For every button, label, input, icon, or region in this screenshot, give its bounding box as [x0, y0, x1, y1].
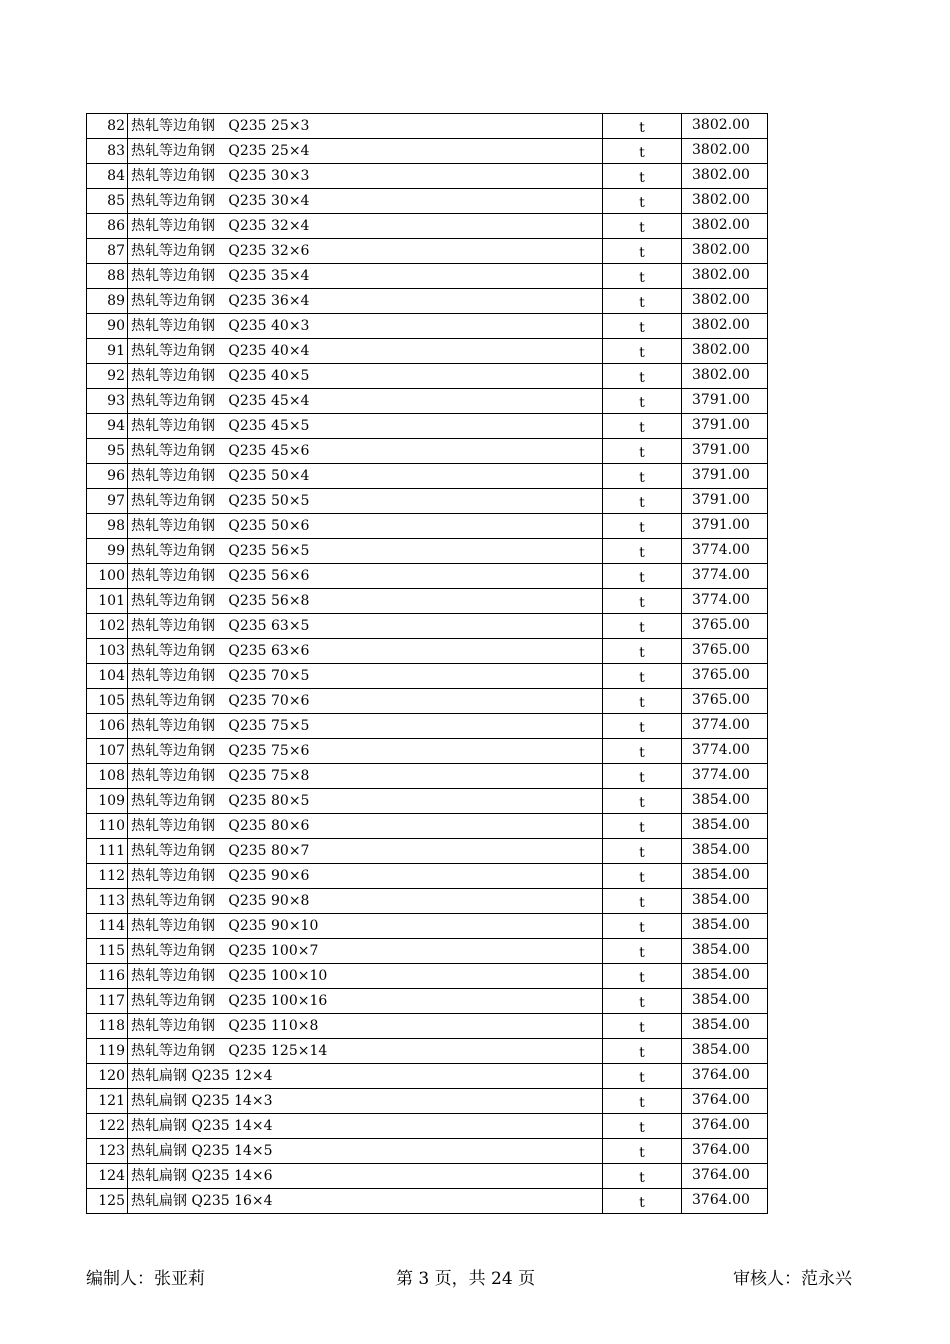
item-price: 3802.00	[682, 164, 768, 189]
item-unit: t	[603, 139, 682, 164]
item-unit: t	[603, 264, 682, 289]
table-row	[87, 889, 768, 914]
item-name: 热轧等边角钢 Q235 80×5	[128, 789, 603, 814]
item-unit: t	[603, 764, 682, 789]
row-number: 108	[87, 764, 128, 789]
item-unit: t	[603, 1064, 682, 1089]
table-row	[87, 389, 768, 414]
item-unit: t	[603, 664, 682, 689]
item-unit: t	[603, 414, 682, 439]
item-name: 热轧等边角钢 Q235 80×7	[128, 839, 603, 864]
row-number: 93	[87, 389, 128, 414]
item-price: 3802.00	[682, 339, 768, 364]
row-number: 86	[87, 214, 128, 239]
row-number: 89	[87, 289, 128, 314]
row-number: 117	[87, 989, 128, 1014]
item-name: 热轧等边角钢 Q235 45×6	[128, 439, 603, 464]
item-unit: t	[603, 1089, 682, 1114]
item-name: 热轧等边角钢 Q235 70×5	[128, 664, 603, 689]
item-price: 3802.00	[682, 314, 768, 339]
table-row	[87, 914, 768, 939]
item-unit: t	[603, 289, 682, 314]
row-number: 94	[87, 414, 128, 439]
table-row	[87, 1039, 768, 1064]
row-number: 104	[87, 664, 128, 689]
table-row	[87, 1164, 768, 1189]
item-unit: t	[603, 164, 682, 189]
item-unit: t	[603, 564, 682, 589]
item-name: 热轧等边角钢 Q235 56×6	[128, 564, 603, 589]
item-unit: t	[603, 964, 682, 989]
item-unit: t	[603, 839, 682, 864]
item-price: 3791.00	[682, 514, 768, 539]
row-number: 121	[87, 1089, 128, 1114]
row-number: 83	[87, 139, 128, 164]
row-number: 103	[87, 639, 128, 664]
item-price: 3854.00	[682, 839, 768, 864]
item-unit: t	[603, 539, 682, 564]
item-name: 热轧等边角钢 Q235 70×6	[128, 689, 603, 714]
item-name: 热轧扁钢 Q235 14×5	[128, 1139, 603, 1164]
item-price: 3854.00	[682, 989, 768, 1014]
table-row	[87, 564, 768, 589]
row-number: 120	[87, 1064, 128, 1089]
item-unit: t	[603, 439, 682, 464]
row-number: 84	[87, 164, 128, 189]
item-unit: t	[603, 889, 682, 914]
item-unit: t	[603, 314, 682, 339]
item-unit: t	[603, 514, 682, 539]
row-number: 105	[87, 689, 128, 714]
row-number: 88	[87, 264, 128, 289]
item-price: 3802.00	[682, 139, 768, 164]
item-name: 热轧等边角钢 Q235 40×3	[128, 314, 603, 339]
item-name: 热轧等边角钢 Q235 75×5	[128, 714, 603, 739]
item-unit: t	[603, 114, 682, 139]
item-unit: t	[603, 1014, 682, 1039]
table-row	[87, 239, 768, 264]
item-name: 热轧等边角钢 Q235 45×5	[128, 414, 603, 439]
item-unit: t	[603, 939, 682, 964]
item-name: 热轧等边角钢 Q235 30×4	[128, 189, 603, 214]
item-price: 3854.00	[682, 939, 768, 964]
item-unit: t	[603, 489, 682, 514]
row-number: 123	[87, 1139, 128, 1164]
item-unit: t	[603, 864, 682, 889]
item-price: 3764.00	[682, 1114, 768, 1139]
row-number: 85	[87, 189, 128, 214]
table-row	[87, 289, 768, 314]
row-number: 122	[87, 1114, 128, 1139]
item-name: 热轧等边角钢 Q235 36×4	[128, 289, 603, 314]
row-number: 101	[87, 589, 128, 614]
item-price: 3774.00	[682, 564, 768, 589]
table-row	[87, 589, 768, 614]
table-row	[87, 139, 768, 164]
item-price: 3854.00	[682, 964, 768, 989]
item-name: 热轧等边角钢 Q235 80×6	[128, 814, 603, 839]
item-name: 热轧等边角钢 Q235 90×8	[128, 889, 603, 914]
item-name: 热轧等边角钢 Q235 40×4	[128, 339, 603, 364]
table-row	[87, 439, 768, 464]
table-row	[87, 514, 768, 539]
item-price: 3774.00	[682, 739, 768, 764]
item-unit: t	[603, 1114, 682, 1139]
row-number: 87	[87, 239, 128, 264]
item-price: 3854.00	[682, 914, 768, 939]
row-number: 112	[87, 864, 128, 889]
item-name: 热轧等边角钢 Q235 63×6	[128, 639, 603, 664]
table-row	[87, 814, 768, 839]
table-row	[87, 339, 768, 364]
item-unit: t	[603, 739, 682, 764]
item-name: 热轧等边角钢 Q235 100×10	[128, 964, 603, 989]
item-price: 3774.00	[682, 539, 768, 564]
table-row	[87, 714, 768, 739]
item-unit: t	[603, 714, 682, 739]
item-unit: t	[603, 1039, 682, 1064]
row-number: 102	[87, 614, 128, 639]
item-name: 热轧等边角钢 Q235 45×4	[128, 389, 603, 414]
item-unit: t	[603, 464, 682, 489]
item-name: 热轧等边角钢 Q235 30×3	[128, 164, 603, 189]
item-unit: t	[603, 339, 682, 364]
item-name: 热轧等边角钢 Q235 75×8	[128, 764, 603, 789]
item-price: 3791.00	[682, 414, 768, 439]
item-unit: t	[603, 239, 682, 264]
table-row	[87, 214, 768, 239]
row-number: 116	[87, 964, 128, 989]
row-number: 113	[87, 889, 128, 914]
table-row	[87, 1014, 768, 1039]
item-unit: t	[603, 189, 682, 214]
table-row	[87, 164, 768, 189]
item-price: 3802.00	[682, 189, 768, 214]
item-price: 3791.00	[682, 439, 768, 464]
item-unit: t	[603, 689, 682, 714]
item-name: 热轧扁钢 Q235 14×3	[128, 1089, 603, 1114]
item-unit: t	[603, 989, 682, 1014]
item-price: 3774.00	[682, 764, 768, 789]
item-price: 3774.00	[682, 589, 768, 614]
item-name: 热轧等边角钢 Q235 75×6	[128, 739, 603, 764]
item-price: 3765.00	[682, 664, 768, 689]
item-price: 3854.00	[682, 889, 768, 914]
item-unit: t	[603, 364, 682, 389]
price-table	[86, 113, 768, 1214]
item-name: 热轧等边角钢 Q235 25×3	[128, 114, 603, 139]
table-row	[87, 414, 768, 439]
item-name: 热轧等边角钢 Q235 100×16	[128, 989, 603, 1014]
table-row	[87, 689, 768, 714]
item-name: 热轧等边角钢 Q235 32×6	[128, 239, 603, 264]
item-unit: t	[603, 214, 682, 239]
item-name: 热轧等边角钢 Q235 50×6	[128, 514, 603, 539]
row-number: 99	[87, 539, 128, 564]
table-row	[87, 189, 768, 214]
item-price: 3764.00	[682, 1164, 768, 1189]
row-number: 100	[87, 564, 128, 589]
row-number: 91	[87, 339, 128, 364]
row-number: 107	[87, 739, 128, 764]
table-row	[87, 939, 768, 964]
item-name: 热轧等边角钢 Q235 90×6	[128, 864, 603, 889]
item-unit: t	[603, 1139, 682, 1164]
item-name: 热轧等边角钢 Q235 35×4	[128, 264, 603, 289]
row-number: 92	[87, 364, 128, 389]
table-row	[87, 789, 768, 814]
table-row	[87, 964, 768, 989]
row-number: 95	[87, 439, 128, 464]
item-price: 3854.00	[682, 864, 768, 889]
item-price: 3774.00	[682, 714, 768, 739]
table-row	[87, 639, 768, 664]
item-price: 3791.00	[682, 464, 768, 489]
row-number: 124	[87, 1164, 128, 1189]
item-unit: t	[603, 614, 682, 639]
item-name: 热轧等边角钢 Q235 56×8	[128, 589, 603, 614]
footer-reviewer: 审核人：范永兴	[733, 1269, 852, 1289]
table-row	[87, 539, 768, 564]
item-unit: t	[603, 1164, 682, 1189]
table-row	[87, 464, 768, 489]
row-number: 110	[87, 814, 128, 839]
item-unit: t	[603, 589, 682, 614]
item-price: 3765.00	[682, 639, 768, 664]
table-row	[87, 1114, 768, 1139]
item-price: 3765.00	[682, 614, 768, 639]
table-row	[87, 489, 768, 514]
table-row	[87, 1189, 768, 1214]
item-price: 3854.00	[682, 789, 768, 814]
item-name: 热轧等边角钢 Q235 125×14	[128, 1039, 603, 1064]
item-price: 3802.00	[682, 364, 768, 389]
item-name: 热轧等边角钢 Q235 63×5	[128, 614, 603, 639]
row-number: 106	[87, 714, 128, 739]
item-unit: t	[603, 389, 682, 414]
item-name: 热轧扁钢 Q235 14×4	[128, 1114, 603, 1139]
row-number: 96	[87, 464, 128, 489]
item-price: 3764.00	[682, 1189, 768, 1214]
item-unit: t	[603, 914, 682, 939]
item-name: 热轧等边角钢 Q235 90×10	[128, 914, 603, 939]
table-row	[87, 739, 768, 764]
row-number: 118	[87, 1014, 128, 1039]
item-unit: t	[603, 1189, 682, 1214]
table-row	[87, 1139, 768, 1164]
item-price: 3854.00	[682, 1014, 768, 1039]
item-price: 3854.00	[682, 1039, 768, 1064]
row-number: 125	[87, 1189, 128, 1214]
price-table-body	[87, 114, 768, 1214]
item-price: 3791.00	[682, 389, 768, 414]
item-name: 热轧等边角钢 Q235 56×5	[128, 539, 603, 564]
table-row	[87, 614, 768, 639]
item-price: 3802.00	[682, 289, 768, 314]
item-unit: t	[603, 639, 682, 664]
table-row	[87, 364, 768, 389]
table-row	[87, 989, 768, 1014]
item-name: 热轧等边角钢 Q235 25×4	[128, 139, 603, 164]
table-row	[87, 264, 768, 289]
item-name: 热轧等边角钢 Q235 50×4	[128, 464, 603, 489]
table-row	[87, 839, 768, 864]
row-number: 97	[87, 489, 128, 514]
item-name: 热轧等边角钢 Q235 100×7	[128, 939, 603, 964]
item-price: 3764.00	[682, 1064, 768, 1089]
row-number: 98	[87, 514, 128, 539]
table-row	[87, 314, 768, 339]
item-name: 热轧扁钢 Q235 12×4	[128, 1064, 603, 1089]
row-number: 119	[87, 1039, 128, 1064]
item-price: 3802.00	[682, 114, 768, 139]
row-number: 115	[87, 939, 128, 964]
row-number: 111	[87, 839, 128, 864]
table-row	[87, 1089, 768, 1114]
table-row	[87, 664, 768, 689]
item-name: 热轧扁钢 Q235 14×6	[128, 1164, 603, 1189]
item-name: 热轧等边角钢 Q235 110×8	[128, 1014, 603, 1039]
item-name: 热轧扁钢 Q235 16×4	[128, 1189, 603, 1214]
footer-editor: 编制人：张亚莉	[86, 1269, 205, 1289]
item-price: 3764.00	[682, 1089, 768, 1114]
item-name: 热轧等边角钢 Q235 40×5	[128, 364, 603, 389]
item-price: 3802.00	[682, 239, 768, 264]
table-row	[87, 764, 768, 789]
item-price: 3854.00	[682, 814, 768, 839]
item-price: 3791.00	[682, 489, 768, 514]
row-number: 90	[87, 314, 128, 339]
row-number: 109	[87, 789, 128, 814]
item-name: 热轧等边角钢 Q235 50×5	[128, 489, 603, 514]
item-price: 3802.00	[682, 214, 768, 239]
item-price: 3764.00	[682, 1139, 768, 1164]
item-unit: t	[603, 814, 682, 839]
item-unit: t	[603, 789, 682, 814]
row-number: 114	[87, 914, 128, 939]
table-row	[87, 864, 768, 889]
item-price: 3802.00	[682, 264, 768, 289]
item-price: 3765.00	[682, 689, 768, 714]
table-row	[87, 1064, 768, 1089]
footer-page-number: 第 3 页，共 24 页	[396, 1269, 536, 1289]
table-row	[87, 114, 768, 139]
item-name: 热轧等边角钢 Q235 32×4	[128, 214, 603, 239]
row-number: 82	[87, 114, 128, 139]
